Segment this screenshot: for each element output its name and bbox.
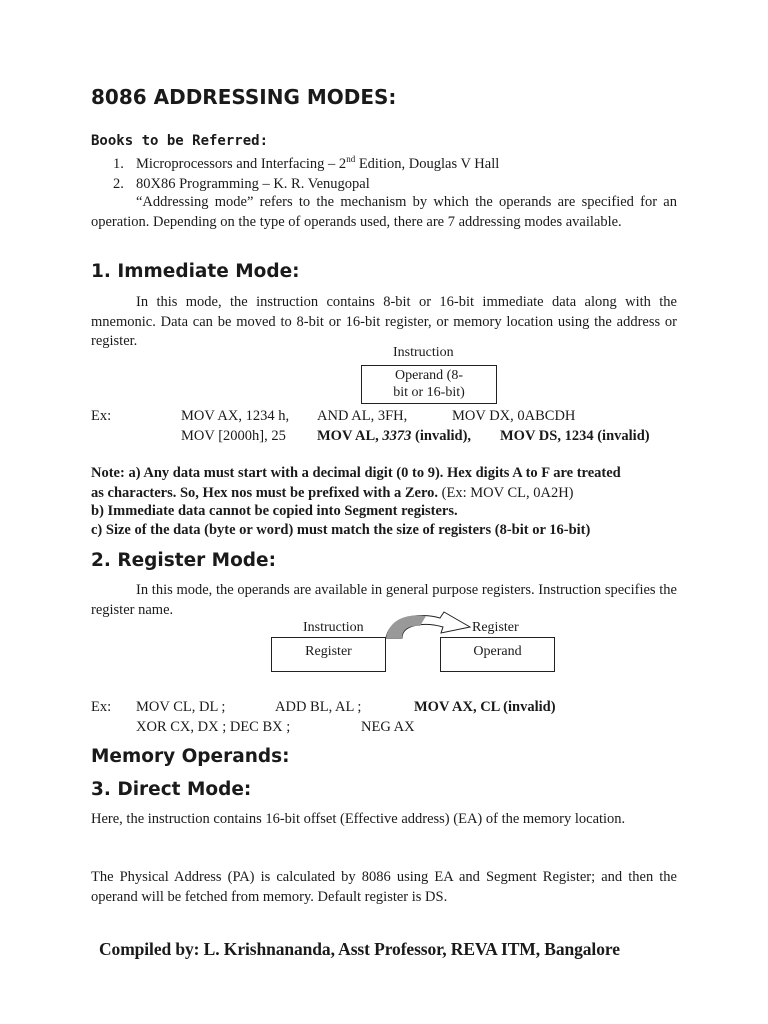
immediate-ex-label: Ex: — [91, 408, 112, 424]
immediate-ex1-b: AND AL, 3FH, — [317, 408, 408, 424]
note-a-continued-text: as characters. So, Hex nos must be prefixed with a Zero. — [91, 485, 439, 501]
ex2-b-text: MOV AL, — [317, 428, 383, 444]
ex2-b-suffix: (invalid), — [411, 428, 472, 444]
register-ex1-b: ADD BL, AL ; — [275, 699, 362, 715]
operand-box-line-2: bit or 16-bit) — [393, 385, 465, 400]
operand-box-line-1: Operand (8- — [394, 368, 464, 383]
direct-mode-paragraph-2: The Physical Address (PA) is calculated by 8086 using EA and Segment Register; and then the operand will be fetched from memory. Default register is DS. — [91, 869, 677, 905]
register-ex-label: Ex: — [91, 699, 112, 715]
footer-credit: Compiled by: L. Krishnananda, Asst Professor, REVA ITM, Bangalore — [99, 939, 620, 959]
book-item-1-text: Microprocessors and Interfacing – 2 — [136, 156, 347, 172]
immediate-ex2-c: MOV DS, 1234 (invalid) — [500, 428, 650, 444]
immediate-ex1-a: MOV AX, 1234 h, — [181, 408, 290, 424]
memory-operands-heading: Memory Operands: — [91, 746, 290, 767]
immediate-operand-box — [361, 365, 497, 404]
book-item-2: 80X86 Programming – K. R. Venugopal — [136, 176, 370, 192]
direct-mode-paragraph-1: Here, the instruction contains 16-bit offset (Effective address) (EA) of the memory location. — [91, 811, 626, 827]
register-ex2-b: NEG AX — [361, 719, 415, 735]
note-a-continued — [91, 484, 574, 504]
register-ex1-c: MOV AX, CL (invalid) — [414, 699, 556, 715]
book-item-1-number: 1. — [113, 156, 124, 172]
immediate-ex2-b — [317, 427, 471, 447]
register-mode-heading: 2. Register Mode: — [91, 550, 276, 571]
note-c: c) Size of the data (byte or word) must match the size of registers (8-bit or 16-bit) — [91, 522, 591, 538]
register-mode-paragraph: In this mode, the operands are available in general purpose registers. Instruction specifies the register name. — [91, 582, 677, 618]
register-diagram-label-right: Register — [472, 620, 519, 635]
register-ex2-a: XOR CX, DX ; DEC BX ; — [136, 719, 291, 735]
register-box-right: Operand — [440, 637, 555, 672]
book-item-1-sup: nd — [346, 154, 356, 165]
note-a: Note: a) Any data must start with a decimal digit (0 to 9). Hex digits A to F are treated — [91, 465, 621, 481]
immediate-ex1-c: MOV DX, 0ABCDH — [452, 408, 576, 424]
book-item-1-text-end: Edition, Douglas V Hall — [355, 156, 500, 172]
note-a-example: (Ex: MOV CL, 0A2H) — [438, 485, 574, 501]
immediate-mode-heading: 1. Immediate Mode: — [91, 261, 300, 282]
book-item-2-number: 2. — [113, 176, 124, 192]
immediate-diagram-caption: Instruction — [393, 345, 454, 360]
immediate-mode-paragraph: In this mode, the instruction contains 8-bit or 16-bit immediate data along with the mnemonic. Data can be moved to 8-bit or 16-bit register, or memory location using the address or register. — [91, 294, 677, 349]
note-b: b) Immediate data cannot be copied into Segment registers. — [91, 503, 458, 519]
intro-paragraph: “Addressing mode” refers to the mechanism by which the operands are specified for an operation. Depending on the type of operands used, there are 7 addressing modes available. — [91, 194, 677, 230]
ex2-b-value: 3373 — [382, 428, 412, 444]
direct-mode-heading: 3. Direct Mode: — [91, 779, 252, 800]
register-diagram-label-left: Instruction — [303, 620, 364, 635]
book-item-1 — [136, 155, 499, 175]
curved-arrow-icon — [380, 610, 480, 640]
books-heading: Books to be Referred: — [91, 133, 269, 149]
register-box-left: Register — [271, 637, 386, 672]
immediate-ex2-a: MOV [2000h], 25 — [181, 428, 286, 444]
register-ex1-a: MOV CL, DL ; — [136, 699, 226, 715]
page-title: 8086 ADDRESSING MODES: — [91, 85, 397, 109]
